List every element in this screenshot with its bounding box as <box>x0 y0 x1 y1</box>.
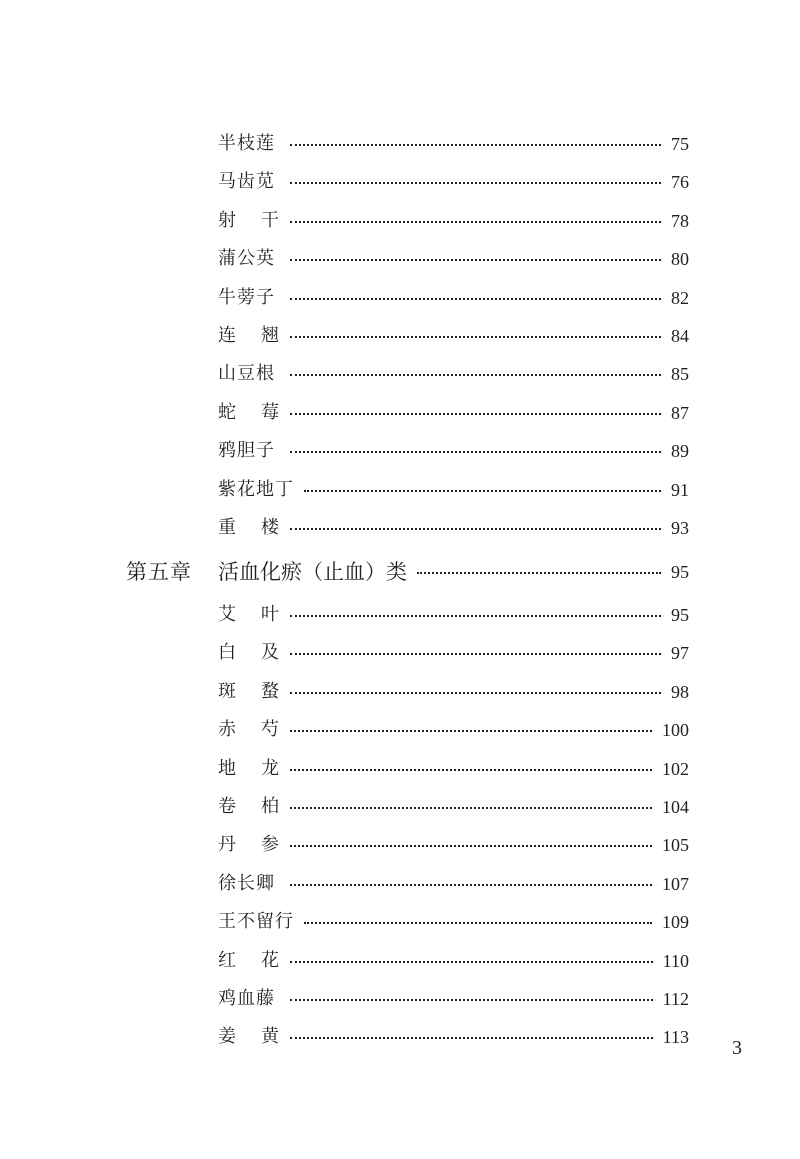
toc-entry-page: 109 <box>662 912 689 932</box>
toc-entry-page: 91 <box>671 480 689 500</box>
toc-entry-name: 半枝莲 <box>218 129 275 159</box>
toc-entry-name-char: 地 <box>218 758 237 779</box>
dot-leader <box>290 528 661 530</box>
toc-entry-name-char: 蛇 <box>218 402 237 423</box>
toc-entry-name <box>218 754 280 784</box>
dot-leader <box>290 807 652 809</box>
dot-leader <box>290 692 661 694</box>
toc-entry-name <box>218 206 280 236</box>
toc-entry-page: 93 <box>671 518 689 538</box>
toc-entry <box>0 321 800 351</box>
toc-entry-name-char: 丹 <box>218 834 237 855</box>
toc-entry-name: 马齿苋 <box>218 167 275 197</box>
dot-leader <box>290 884 652 886</box>
dot-leader <box>290 336 661 338</box>
toc-entry-name-char: 红 <box>218 950 237 971</box>
toc-entry-page: 104 <box>662 797 689 817</box>
toc-entry-name: 牛蒡子 <box>218 283 275 313</box>
toc-entry-name-char: 楼 <box>261 517 280 538</box>
toc-entry-page: 113 <box>662 1027 689 1047</box>
toc-entry-name-char: 及 <box>261 642 280 663</box>
toc-entry <box>0 436 800 466</box>
dot-leader <box>290 259 661 261</box>
dot-leader <box>290 653 661 655</box>
toc-entry-page: 85 <box>671 364 689 384</box>
toc-entry-name <box>218 638 280 668</box>
toc-entry-name-char: 白 <box>218 642 237 663</box>
dot-leader <box>417 572 661 574</box>
chapter-title: 活血化瘀（止血）类 <box>218 560 407 584</box>
toc-entry-page: 80 <box>671 249 689 269</box>
dot-leader <box>290 999 653 1001</box>
chapter-page: 95 <box>671 562 689 582</box>
toc-entry-page: 78 <box>671 211 689 231</box>
toc-entry-name-char: 莓 <box>261 402 280 423</box>
toc-entry-name-char: 艾 <box>218 604 237 625</box>
toc-entry-name-char: 参 <box>261 834 280 855</box>
toc-entry-name-char: 翘 <box>261 325 280 346</box>
toc-entry-page: 82 <box>671 288 689 308</box>
toc-entry <box>0 513 800 543</box>
dot-leader <box>290 182 661 184</box>
toc-entry <box>0 907 800 937</box>
toc-entry-page: 84 <box>671 326 689 346</box>
toc-entry-page: 105 <box>662 835 689 855</box>
dot-leader <box>290 451 661 453</box>
toc-entry-page: 89 <box>671 441 689 461</box>
toc-entry-name-char: 蝥 <box>261 681 280 702</box>
toc-entry-name-char: 姜 <box>218 1026 237 1047</box>
dot-leader <box>290 615 661 617</box>
toc-entry <box>0 129 800 159</box>
toc-entry <box>0 206 800 236</box>
toc-entry <box>0 715 800 745</box>
toc-entry-name <box>218 792 280 822</box>
toc-entry-page: 98 <box>671 682 689 702</box>
toc-entry <box>0 754 800 784</box>
toc-entry-page: 75 <box>671 134 689 154</box>
dot-leader <box>304 490 661 492</box>
toc-entry-page: 95 <box>671 605 689 625</box>
toc-entry-page: 107 <box>662 874 689 894</box>
toc-entry-name-char: 叶 <box>261 604 280 625</box>
toc-entry-name <box>218 946 280 976</box>
toc-entry-name-char: 重 <box>218 517 237 538</box>
toc-entry-name-char: 卷 <box>218 796 237 817</box>
toc-entry-name-char: 干 <box>261 210 280 231</box>
chapter-heading <box>0 557 800 587</box>
toc-entry-name-char: 赤 <box>218 719 237 740</box>
toc-entry-name-char: 连 <box>218 325 237 346</box>
toc-entry-name-char: 黄 <box>261 1026 280 1047</box>
toc-entry-name <box>218 398 280 428</box>
dot-leader <box>290 961 653 963</box>
toc-entry-name: 鸦胆子 <box>218 436 275 466</box>
toc-entry <box>0 946 800 976</box>
toc-entry-page: 102 <box>662 759 689 779</box>
toc-entry <box>0 167 800 197</box>
toc-entry <box>0 792 800 822</box>
toc-entry-page: 100 <box>662 720 689 740</box>
toc-entry <box>0 600 800 630</box>
toc-entry-name-char: 龙 <box>261 758 280 779</box>
toc-entry-page: 112 <box>662 989 689 1009</box>
toc-entry-page: 97 <box>671 643 689 663</box>
dot-leader <box>290 413 661 415</box>
dot-leader <box>304 922 652 924</box>
dot-leader <box>290 845 652 847</box>
toc-entry <box>0 638 800 668</box>
toc-entry <box>0 677 800 707</box>
toc-entry <box>0 1022 800 1052</box>
dot-leader <box>290 730 652 732</box>
toc-entry <box>0 869 800 899</box>
toc-entry <box>0 475 800 505</box>
toc-entry-name-char: 斑 <box>218 681 237 702</box>
toc-entry-name: 紫花地丁 <box>218 475 294 505</box>
toc-entry-name <box>218 715 280 745</box>
chapter-label: 第五章 <box>126 560 192 584</box>
toc-entry <box>0 359 800 389</box>
toc-entry-name: 王不留行 <box>218 907 294 937</box>
toc-entry-name: 山豆根 <box>218 359 275 389</box>
toc-entry-name: 蒲公英 <box>218 244 275 274</box>
toc-entry-name-char: 芍 <box>261 719 280 740</box>
toc-entry <box>0 244 800 274</box>
toc-entry <box>0 984 800 1014</box>
toc-entry-name <box>218 677 280 707</box>
toc-entry-name-char: 射 <box>218 210 237 231</box>
dot-leader <box>290 374 661 376</box>
toc-entry <box>0 830 800 860</box>
toc-entry-name-char: 花 <box>261 950 280 971</box>
toc-entry-name <box>218 830 280 860</box>
toc-entry <box>0 398 800 428</box>
dot-leader <box>290 298 661 300</box>
toc-entry <box>0 283 800 313</box>
toc-entry-name <box>218 513 280 543</box>
toc-entry-page: 87 <box>671 403 689 423</box>
dot-leader <box>290 221 661 223</box>
toc-entry-name <box>218 321 280 351</box>
dot-leader <box>290 1037 653 1039</box>
dot-leader <box>290 144 661 146</box>
toc-entry-name: 鸡血藤 <box>218 984 275 1014</box>
dot-leader <box>290 769 652 771</box>
toc-entry-page: 110 <box>662 951 689 971</box>
page-number: 3 <box>732 1037 742 1059</box>
toc-entry-name <box>218 1022 280 1052</box>
toc-entry-name <box>218 600 280 630</box>
toc-entry-name-char: 柏 <box>261 796 280 817</box>
toc-entry-page: 76 <box>671 172 689 192</box>
toc-entry-name: 徐长卿 <box>218 869 275 899</box>
